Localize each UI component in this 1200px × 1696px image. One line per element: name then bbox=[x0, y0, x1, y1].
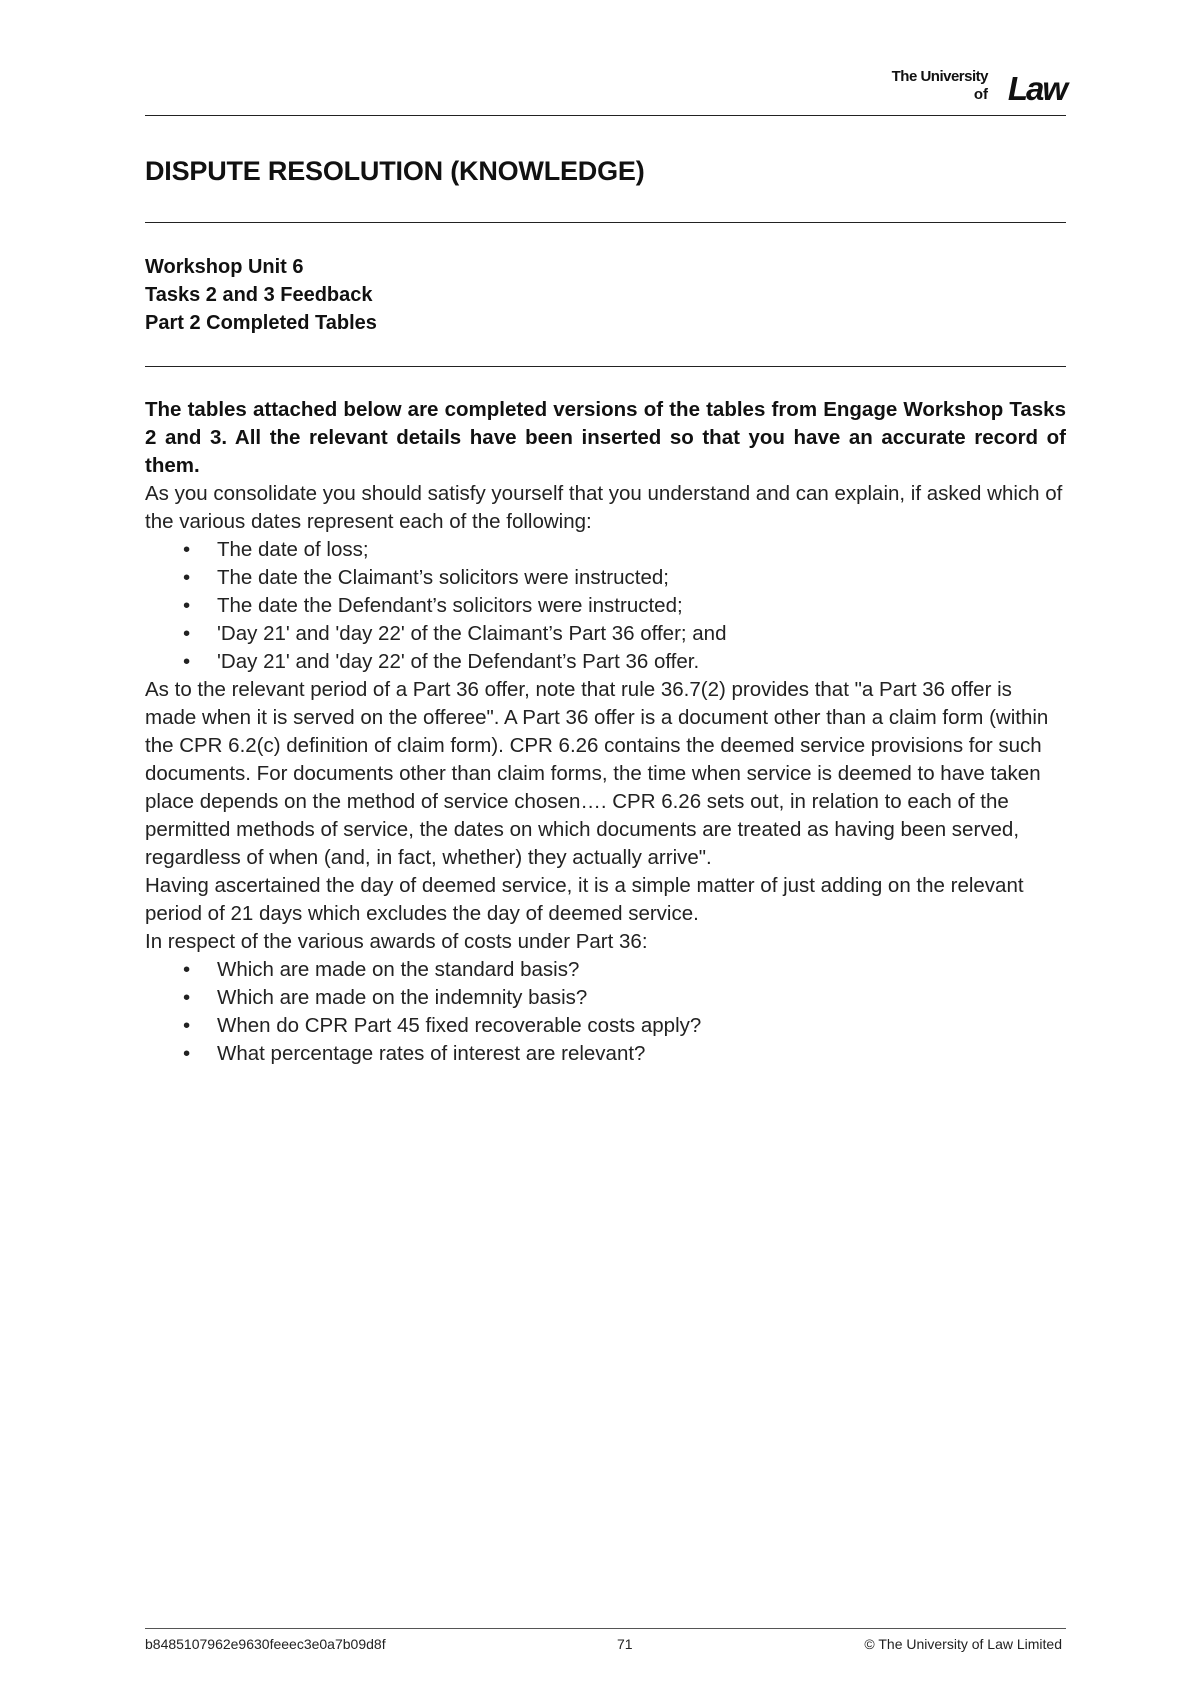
header-divider bbox=[145, 115, 1066, 116]
logo-line-2: of bbox=[973, 86, 988, 103]
relevant-period-paragraph: As to the relevant period of a Part 36 offer, note that rule 36.7(2) provides that "a Part 36 offer is made when it is served on the offeree". A Part 36 offer is a document other than a claim form (within the CPR 6.2(c) definition of claim form). CPR 6.26 contains the deemed service provisions for such documents. For documents other than claim forms, the time when service is deemed to have taken place depends on the method of service chosen…. CPR 6.26 sets out, in relation to each of the permitted methods of service, the dates on which documents are treated as having been served, regardless of when (and, in fact, whether) they actually arrive". bbox=[145, 678, 1049, 869]
document-body bbox=[145, 396, 1066, 1068]
bullet-icon: • bbox=[183, 958, 191, 981]
list-item: • The date the Defendant’s solicitors were instructed; bbox=[145, 592, 1066, 620]
title-divider bbox=[145, 222, 1066, 223]
list-item: • Which are made on the standard basis? bbox=[145, 956, 1066, 984]
bullet-icon: • bbox=[183, 1014, 191, 1037]
heading-divider bbox=[145, 366, 1066, 367]
costs-intro-paragraph: In respect of the various awards of costs under Part 36: bbox=[145, 930, 648, 953]
bullet-icon: • bbox=[183, 986, 191, 1009]
consolidate-paragraph: As you consolidate you should satisfy yourself that you understand and can explain, if asked which of the various dates represent each of the following: bbox=[145, 482, 1063, 533]
completed-tables: Part 2 Completed Tables bbox=[145, 312, 377, 334]
list-item: • The date the Claimant’s solicitors were instructed; bbox=[145, 564, 1066, 592]
unit-heading bbox=[145, 253, 377, 337]
list-item: • 'Day 21' and 'day 22' of the Defendant’s Part 36 offer. bbox=[145, 648, 1066, 676]
footer-divider bbox=[145, 1628, 1066, 1629]
intro-paragraph: The tables attached below are completed versions of the tables from Engage Workshop Tasks 2 and 3. All the relevant details have been inserted so that you have an accurate record of them. bbox=[145, 398, 1066, 477]
tasks-feedback: Tasks 2 and 3 Feedback bbox=[145, 284, 373, 306]
workshop-unit: Workshop Unit 6 bbox=[145, 256, 304, 278]
list-item: • The date of loss; bbox=[145, 536, 1066, 564]
document-reference: b8485107962e9630feeec3e0a7b09d8f bbox=[145, 1636, 386, 1652]
university-logo bbox=[856, 68, 1066, 108]
costs-list bbox=[145, 956, 1066, 1068]
bullet-icon: • bbox=[183, 622, 191, 645]
list-item: • Which are made on the indemnity basis? bbox=[145, 984, 1066, 1012]
bullet-icon: • bbox=[183, 566, 191, 589]
bullet-icon: • bbox=[183, 594, 191, 617]
list-item: • 'Day 21' and 'day 22' of the Claimant’s Part 36 offer; and bbox=[145, 620, 1066, 648]
deemed-service-paragraph: Having ascertained the day of deemed service, it is a simple matter of just adding on the relevant period of 21 days which excludes the day of deemed service. bbox=[145, 874, 1024, 925]
bullet-icon: • bbox=[183, 1042, 191, 1065]
logo-line-1: The University bbox=[891, 68, 988, 85]
list-item: • What percentage rates of interest are relevant? bbox=[145, 1040, 1066, 1068]
bullet-icon: • bbox=[183, 538, 191, 561]
logo-line-3: Law bbox=[1007, 70, 1066, 107]
page-number: 71 bbox=[617, 1636, 633, 1652]
bullet-icon: • bbox=[183, 650, 191, 673]
list-item: • When do CPR Part 45 fixed recoverable costs apply? bbox=[145, 1012, 1066, 1040]
page-title: DISPUTE RESOLUTION (KNOWLEDGE) bbox=[145, 156, 645, 186]
copyright-notice: © The University of Law Limited bbox=[864, 1636, 1062, 1652]
dates-list bbox=[145, 536, 1066, 676]
